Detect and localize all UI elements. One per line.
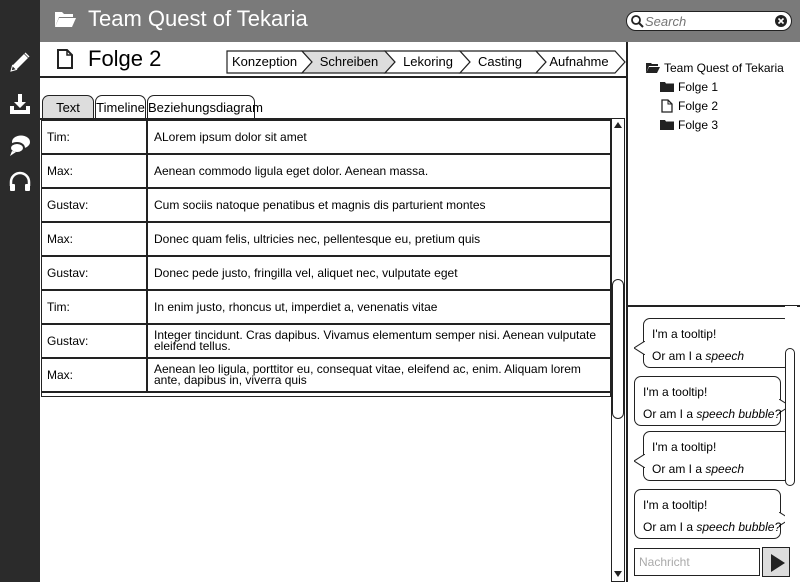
speaker-cell[interactable]: Tim: [42,121,148,153]
divider [40,76,626,78]
table-row[interactable] [42,155,610,189]
step-konzeption[interactable]: Konzeption [232,54,298,69]
workflow-steps [226,50,626,74]
bubble-line-2: Or am I a speech bubble? [643,520,782,534]
tree-item-folge-1[interactable] [660,80,718,94]
project-tree [628,42,800,306]
bubble-line-2: Or am I a speech bubble? [643,407,782,421]
table-row[interactable] [42,223,610,257]
pencil-icon[interactable] [8,50,32,74]
document-icon [56,48,74,70]
scroll-thumb[interactable] [612,279,624,419]
bubble-line-2: Or am I a speech [652,462,745,476]
speaker-cell[interactable]: Gustav: [42,257,148,289]
scroll-up-icon[interactable] [614,122,622,128]
speaker-cell[interactable]: Gustav: [42,189,148,221]
tree-item-label: Folge 1 [678,80,719,94]
speaker-cell[interactable]: Gustav: [42,325,148,357]
step-lekoring[interactable]: Lekoring [403,54,453,69]
step-aufnahme[interactable]: Aufnahme [549,54,609,69]
dialogue-cell[interactable]: Donec quam felis, ultricies nec, pellentesque eu, pretium quis [154,231,481,246]
document-header [56,46,161,72]
bubble-line-1: I'm a tooltip! [652,440,717,454]
document-title: Folge 2 [88,46,162,71]
download-icon[interactable] [8,92,32,116]
script-table [41,120,611,397]
tab-timeline[interactable]: Timeline [95,95,146,119]
icon-rail [0,0,40,582]
tree-root-label: Team Quest of Tekaria [664,61,784,75]
tab-text[interactable]: Text [42,95,94,119]
folder-open-icon [54,8,76,30]
bubble-line-1: I'm a tooltip! [643,385,708,399]
tree-item-folge-2[interactable] [660,99,718,113]
table-row[interactable] [42,359,610,393]
dialogue-cell[interactable]: Donec pede justo, fringilla vel, aliquet nec, vulputate eget [154,265,458,280]
tree-item-label: Folge 2 [678,99,719,113]
chat-bubble [634,376,781,426]
table-row[interactable] [42,291,610,325]
app-header [40,0,800,42]
main-scrollbar[interactable] [611,118,625,582]
speaker-cell[interactable]: Max: [42,155,148,187]
speaker-cell[interactable]: Tim: [42,291,148,323]
table-row[interactable] [42,121,610,155]
tree-item-folge-3[interactable] [660,118,718,132]
bubble-line-1: I'm a tooltip! [643,498,708,512]
message-input[interactable] [634,548,760,576]
step-casting[interactable]: Casting [477,54,523,69]
tab-beziehungsdiagram[interactable]: Beziehungsdiagram [147,95,255,119]
send-button[interactable] [762,547,790,577]
chat-bubble [634,489,781,539]
play-icon [771,554,785,572]
table-row[interactable] [42,325,610,359]
document-icon [660,99,674,113]
tree-root[interactable] [646,61,784,75]
bubble-line-1: I'm a tooltip! [652,327,717,341]
table-row[interactable] [42,257,610,291]
dialogue-cell[interactable]: Integer tincidunt. Cras dapibus. Vivamus elementum semper nisi. Aenean vulputate eleifend tellus. [154,328,597,353]
dialogue-cell[interactable]: Aenean commodo ligula eget dolor. Aenean massa. [154,163,429,178]
scroll-down-icon[interactable] [614,571,622,577]
folder-icon [660,80,674,94]
bubble-line-2: Or am I a speech [652,349,745,363]
chat-bubble [643,318,791,368]
search-icon [630,14,644,28]
dialogue-cell[interactable]: Aenean leo ligula, porttitor eu, consequat vitae, eleifend ac, enim. Aliquam lorem ante, dapibus in, viverra quis [154,362,581,387]
chat-scrollbar[interactable] [785,306,797,546]
dialogue-cell[interactable]: ALorem ipsum dolor sit amet [154,129,307,144]
search-box[interactable] [626,11,792,31]
folder-open-icon [646,61,660,75]
step-schreiben[interactable]: Schreiben [319,54,379,69]
app-title: Team Quest of Tekaria [88,6,308,31]
speaker-cell[interactable]: Max: [42,359,148,391]
dialogue-cell[interactable]: Cum sociis natoque penatibus et magnis dis parturient montes [154,197,486,212]
panel-separator [628,305,800,307]
app-title-group [54,6,308,32]
table-row[interactable] [42,189,610,223]
clear-search-icon[interactable] [774,14,788,28]
tree-item-label: Folge 3 [678,118,719,132]
dialogue-cell[interactable]: In enim justo, rhoncus ut, imperdiet a, venenatis vitae [154,299,438,314]
speaker-cell[interactable]: Max: [42,223,148,255]
folder-icon [660,118,674,132]
headphones-icon[interactable] [8,170,32,194]
chat-scroll-thumb[interactable] [785,348,795,486]
search-input[interactable] [645,13,773,29]
chat-bubble [643,431,791,481]
chat-icon[interactable] [8,133,32,157]
